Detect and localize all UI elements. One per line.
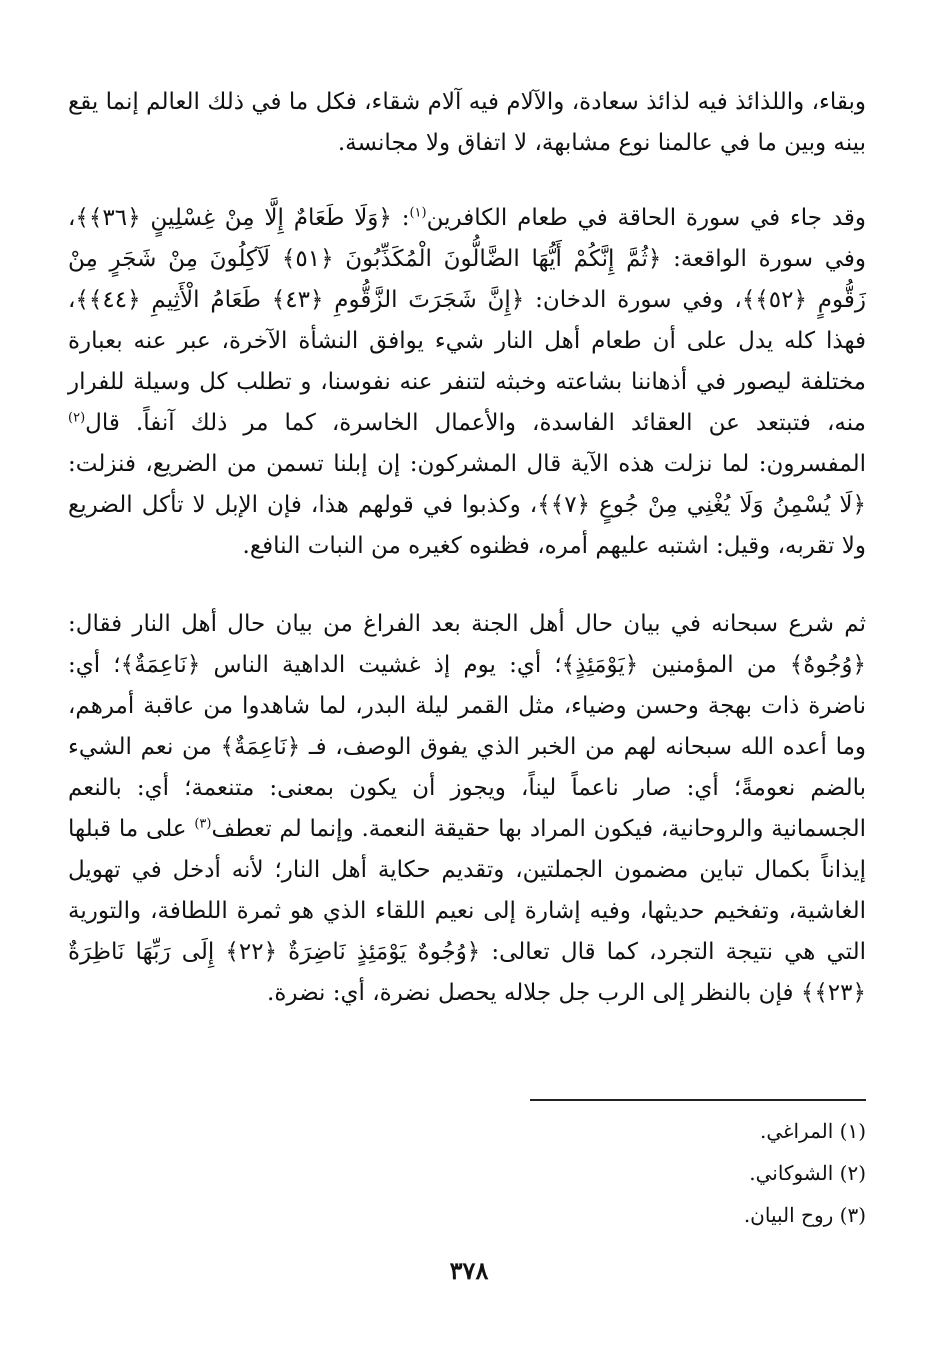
paragraph-2-text-c: المفسرون: لما نزلت هذه الآية قال المشركون: إن إبلنا تسمن من الضريع، فنزلت: ﴿لَا يُسْمِنُ وَلَا يُغْنِي مِنْ جُوعٍ ﴿٧﴾﴾، وكذبوا في قولهم هذا، فإن الإبل لا تأكل الضريع ولا تقربه، وقيل: اشتبه عليهم أمره، فظنوه كغيره من النبات النافع. — [68, 451, 866, 559]
footnote-ref-3: (٣) — [194, 816, 212, 832]
footnote-ref-2: (٢) — [68, 410, 86, 426]
footnote-divider — [530, 1099, 866, 1101]
footnote-item: (١) المراغي. — [759, 1119, 866, 1143]
footnote-item: (٣) روح البيان. — [743, 1203, 866, 1227]
page-number: ٣٧٨ — [449, 1256, 489, 1285]
paragraph-2-text-b: : ﴿وَلَا طَعَامٌ إِلَّا مِنْ غِسْلِينٍ ﴿٣٦﴾﴾، وفي سورة الواقعة: ﴿ثُمَّ إِنَّكُمْ أَيُّهَا الضَّالُّونَ الْمُكَذِّبُونَ ﴿٥١﴾ لَآكِلُونَ مِنْ شَجَرٍ مِنْ زَقُّومٍ ﴿٥٢﴾﴾، وفي سورة الدخان: ﴿إِنَّ شَجَرَتَ الزَّقُّومِ ﴿٤٣﴾ طَعَامُ الْأَثِيمِ ﴿٤٤﴾﴾، فهذا كله يدل على أن طعام أهل النار شيء يوافق النشأة الآخرة، عبر عنه بعبارة مختلفة ليصور في أذهاننا بشاعته وخبثه لتنفر عنه نفوسنا، و تطلب كل وسيلة للفرار منه، فتبتعد عن العقائد الفاسدة، والأعمال الخاسرة، كما مر ذلك آنفاً. قال — [68, 205, 866, 436]
paragraph-2-text-a: وقد جاء في سورة الحاقة في طعام الكافرين — [426, 205, 866, 231]
paragraph-3 — [68, 604, 866, 1014]
footnotes-list — [506, 1110, 866, 1236]
paragraph-1-text: وبقاء، واللذائذ فيه لذائذ سعادة، والآلام فيه آلام شقاء، فكل ما في ذلك العالم إنما يقع بينه وبين ما في عالمنا نوع مشابهة، لا اتفاق ولا مجانسة. — [68, 89, 866, 156]
paragraph-3-text-a: ثم شرع سبحانه في بيان حال أهل الجنة بعد الفراغ من بيان حال أهل النار فقال: ﴿وُجُوهٌ﴾ من المؤمنين ﴿يَوْمَئِذٍ﴾؛ أي: يوم إذ غشيت الداهية الناس ﴿نَاعِمَةٌ﴾؛ أي: ناضرة ذات بهجة وحسن وضياء، مثل القمر ليلة البدر، لما شاهدوا من عاقبة أمرهم، وما أعده الله سبحانه لهم من الخبر الذي يفوق الوصف، فـ ﴿نَاعِمَةٌ﴾ من نعم الشيء بالضم نعومةً؛ أي: صار ناعماً ليناً، ويجوز أن يكون بمعنى: متنعمة؛ أي: بالنعم الجسمانية والروحانية، فيكون المراد بها حقيقة النعمة. وإنما لم تعطف — [68, 611, 867, 842]
paragraph-2 — [68, 198, 866, 567]
paragraph-1 — [68, 82, 866, 164]
footnote-item: (٢) الشوكاني. — [749, 1161, 866, 1185]
paragraph-3-text-b: على ما قبلها إيذاناً بكمال تباين مضمون الجملتين، وتقديم حكاية أهل النار؛ لأنه أدخل في تهويل الغاشية، وتفخيم حديثها، وفيه إشارة إلى نعيم اللقاء الذي هو ثمرة اللطافة، والتورية التي هي نتيجة التجرد، كما قال تعالى: ﴿وُجُوهٌ يَوْمَئِذٍ نَاضِرَةٌ ﴿٢٢﴾ إِلَى رَبِّهَا نَاظِرَةٌ ﴿٢٣﴾﴾ فإن بالنظر إلى الرب جل جلاله يحصل نضرة، أي: نضرة. — [68, 816, 866, 1006]
footnote-ref-1: (١) — [409, 205, 427, 221]
